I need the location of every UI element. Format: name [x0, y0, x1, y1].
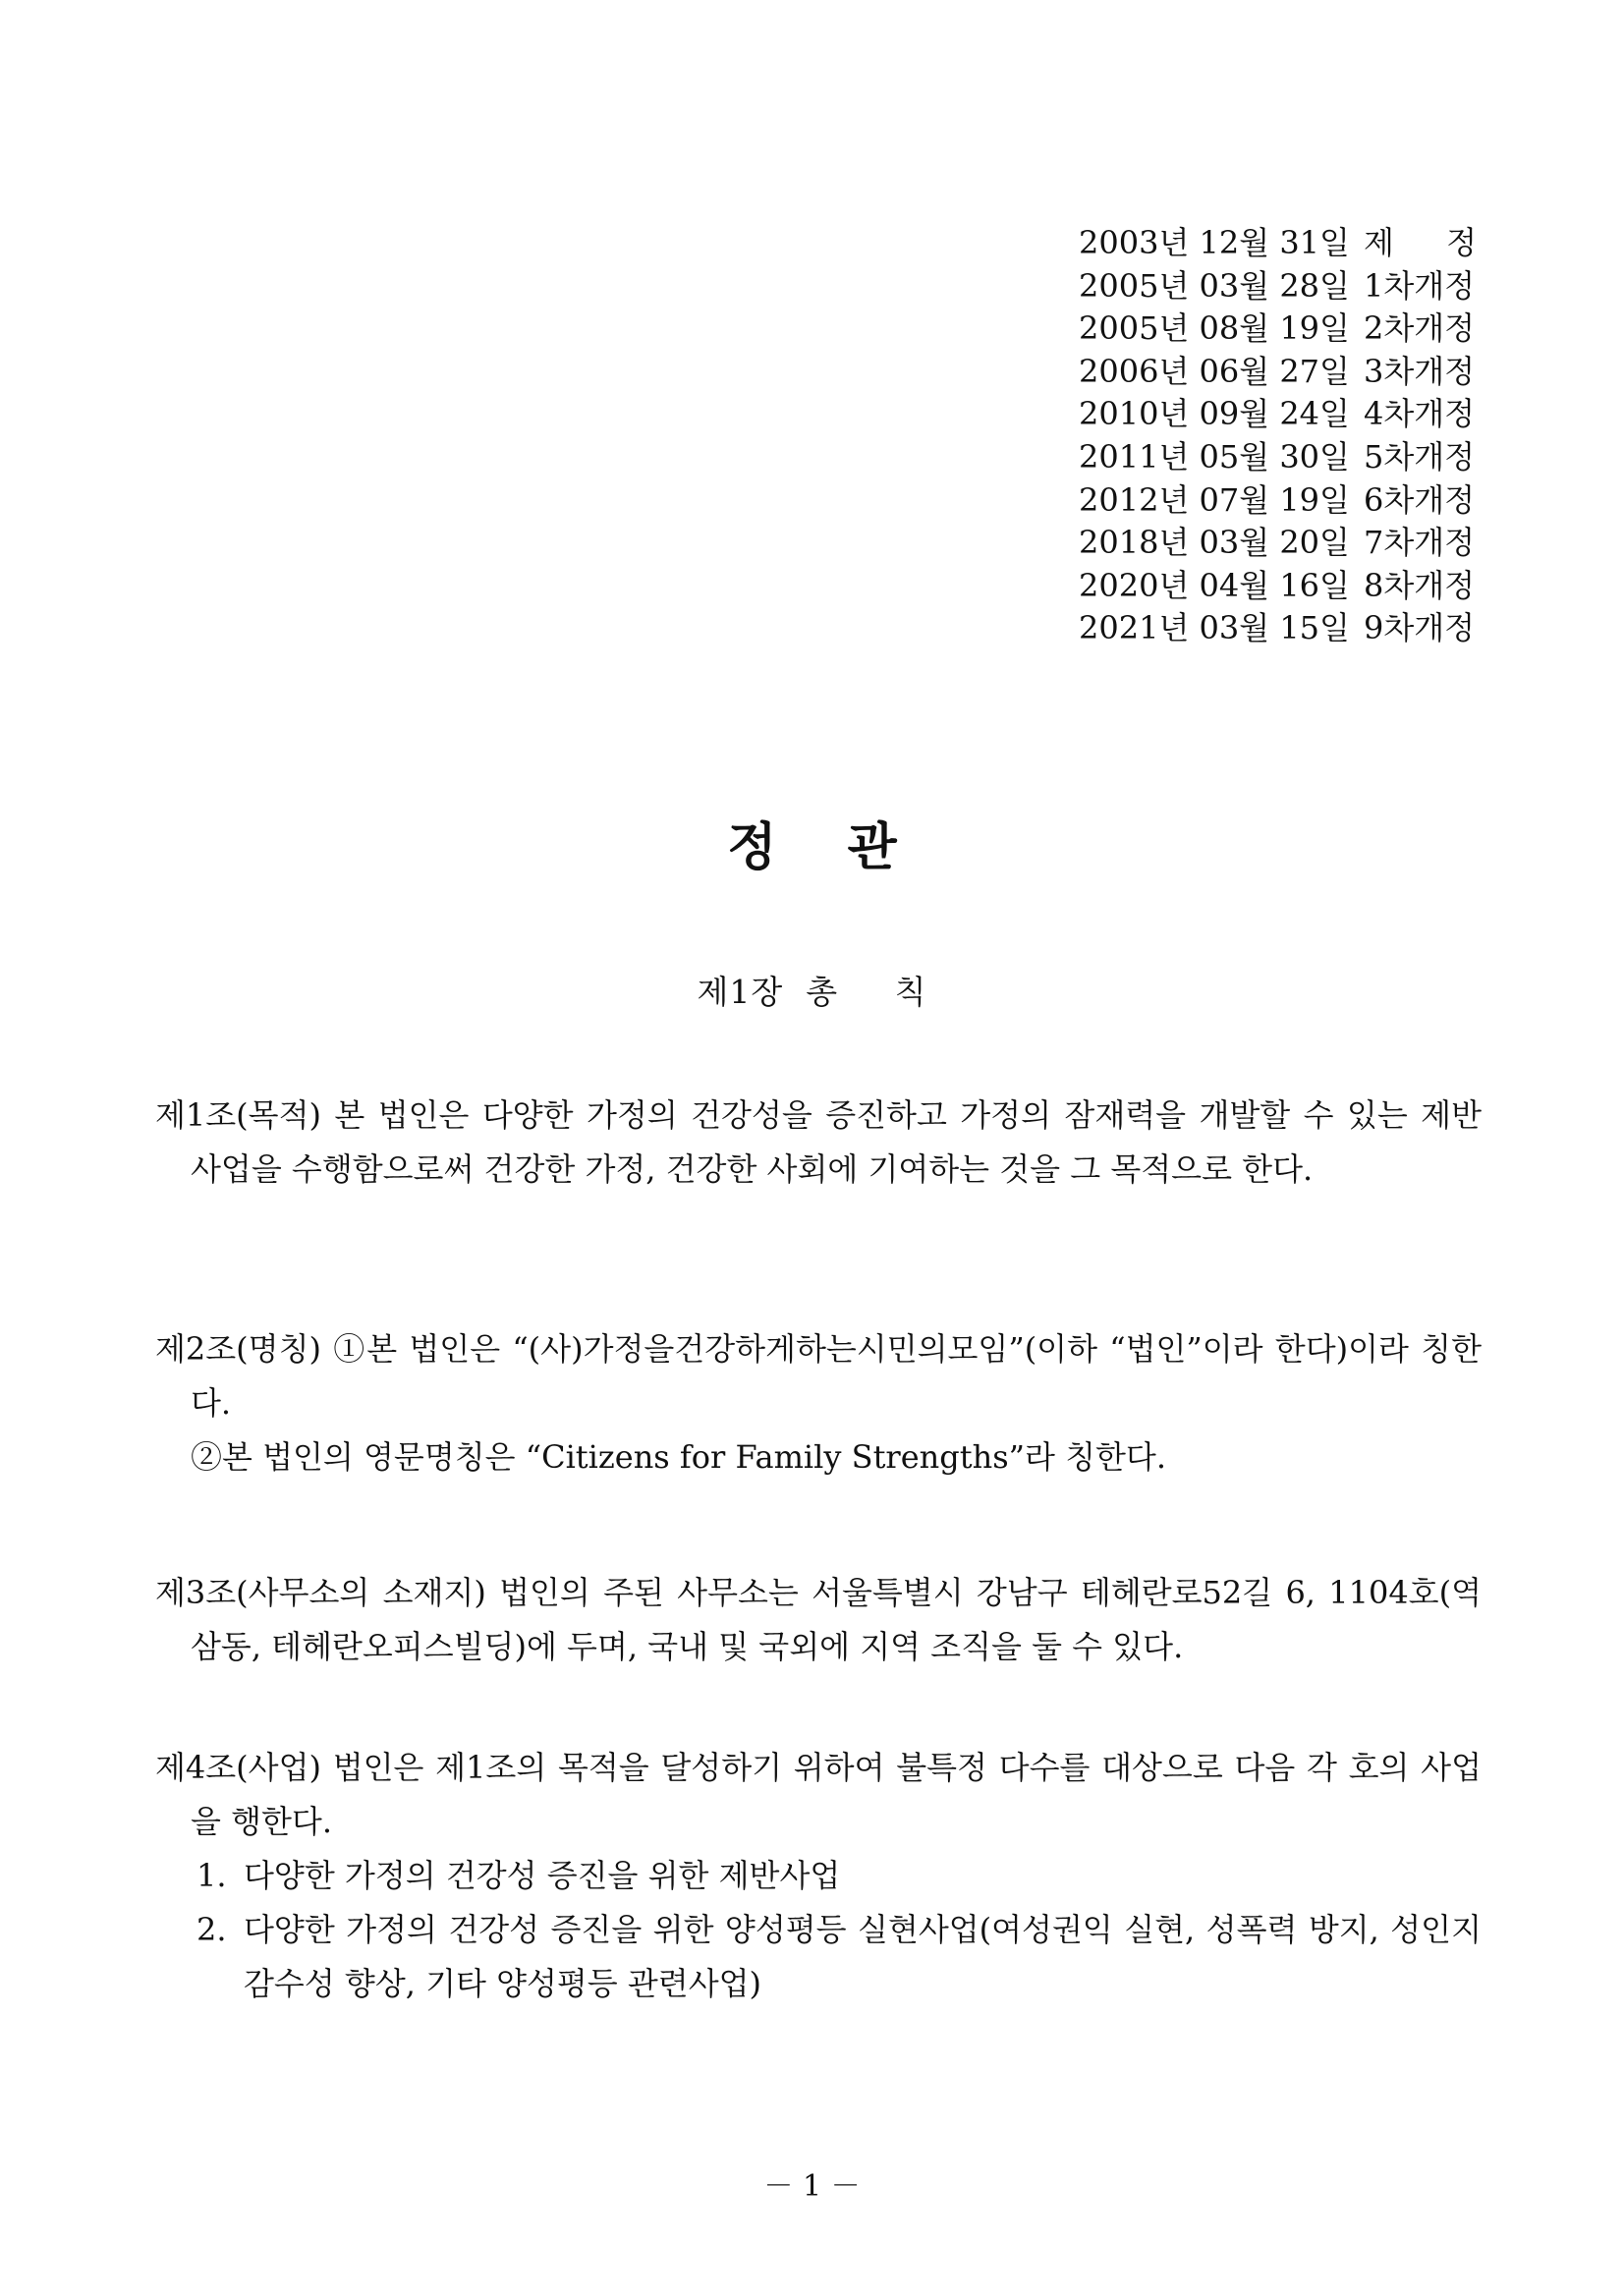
revision-date: 2010년 09월 24일: [1079, 395, 1350, 433]
revision-entry: [1079, 222, 1477, 265]
revision-date: 2021년 03월 15일: [1079, 609, 1350, 647]
revision-date: 2005년 03월 28일: [1079, 266, 1350, 305]
article-item: [155, 1849, 1482, 1903]
revision-date: 2011년 05월 30일: [1079, 437, 1350, 476]
article-text: 제2조(명칭) ①본 법인은 “(사)가정을건강하게하는시민의모임”(이하 “법인”이라 한다)이라 칭한다.: [155, 1330, 1482, 1422]
article-text: 제4조(사업) 법인은 제1조의 목적을 달성하기 위하여 불특정 다수를 대상으로 다음 각 호의 사업을 행한다.: [155, 1749, 1482, 1840]
chapter-heading: 제1장 총 칙: [697, 973, 927, 1011]
article-2: [155, 1322, 1482, 1484]
revision-entry: [1079, 351, 1477, 394]
item-text: 다양한 가정의 건강성 증진을 위한 제반사업: [244, 1857, 841, 1894]
revision-label: 9차개정: [1364, 609, 1476, 647]
article-text: 제1조(목적) 본 법인은 다양한 가정의 건강성을 증진하고 가정의 잠재력을 개발할 수 있는 제반 사업을 수행함으로써 건강한 가정, 건강한 사회에 기여하는 것을 그 목적으로 한다.: [155, 1096, 1482, 1188]
revision-label: 1차개정: [1364, 266, 1476, 305]
revision-entry: [1079, 265, 1477, 308]
revision-date: 2020년 04월 16일: [1079, 566, 1350, 604]
article-item: [155, 1903, 1482, 2011]
revision-date: 2006년 06월 27일: [1079, 352, 1350, 390]
revision-label: 5차개정: [1364, 437, 1476, 476]
revision-history: [1079, 222, 1477, 650]
article-4: [155, 1741, 1482, 2011]
revision-entry: [1079, 565, 1477, 608]
document-title: 정관: [727, 818, 968, 877]
revision-label: 8차개정: [1364, 566, 1476, 604]
revision-label: 제 정: [1364, 224, 1477, 261]
revision-date: 2012년 07월 19일: [1079, 480, 1350, 519]
article-paragraph: ②본 법인의 영문명칭은 “Citizens for Family Strengths”라 칭한다.: [191, 1438, 1166, 1476]
revision-date: 2003년 12월 31일: [1079, 224, 1350, 261]
revision-entry: [1079, 393, 1477, 436]
item-number: 1.: [196, 1857, 227, 1894]
revision-entry: [1079, 308, 1477, 351]
revision-label: 6차개정: [1364, 480, 1476, 519]
revision-date: 2018년 03월 20일: [1079, 524, 1350, 562]
article-1: [155, 1089, 1482, 1197]
revision-label: 4차개정: [1364, 395, 1476, 433]
revision-entry: [1079, 522, 1477, 565]
item-number: 2.: [196, 1911, 227, 1948]
revision-entry: [1079, 479, 1477, 523]
item-text: 다양한 가정의 건강성 증진을 위한 양성평등 실현사업(여성권익 실현, 성폭력 방지, 성인지 감수성 향상, 기타 양성평등 관련사업): [244, 1911, 1482, 2002]
page-number: － 1 －: [763, 2169, 861, 2204]
article-text: 제3조(사무소의 소재지) 법인의 주된 사무소는 서울특별시 강남구 테헤란로52길 6, 1104호(역삼동, 테헤란오피스빌딩)에 두며, 국내 및 국외에 지역 조직을 둘 수 있다.: [155, 1574, 1482, 1665]
revision-entry: [1079, 607, 1477, 650]
article-3: [155, 1566, 1482, 1674]
revision-entry: [1079, 436, 1477, 479]
revision-date: 2005년 08월 19일: [1079, 309, 1350, 348]
revision-label: 2차개정: [1364, 309, 1476, 348]
revision-label: 7차개정: [1364, 524, 1476, 562]
revision-label: 3차개정: [1364, 352, 1476, 390]
